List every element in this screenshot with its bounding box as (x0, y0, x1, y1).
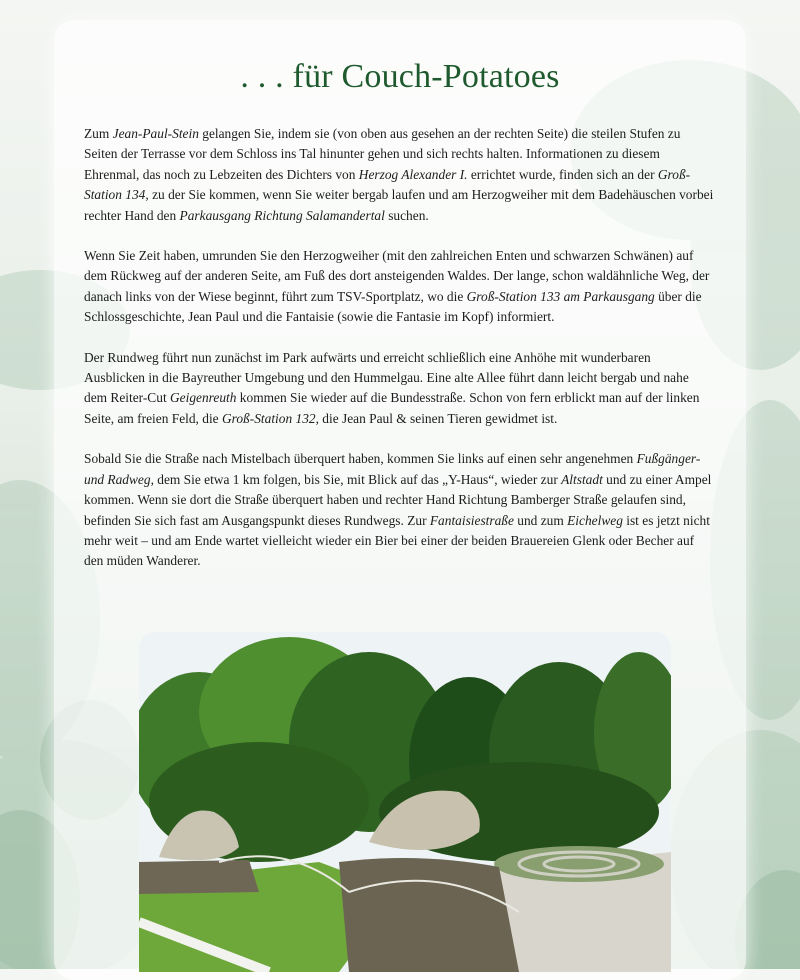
emphasis-text: Herzog Alexander I. (358, 166, 468, 182)
emphasis-text: Eichelweg (567, 512, 623, 528)
text-run: und zum (513, 512, 568, 528)
paragraph (84, 449, 714, 571)
text-run: und zu einer Ampel kommen. Wenn sie dort die Straße überquert haben und rechter Hand Richtung Bamberger Straße gelaufen sind, befinden Sie sich fast am Ausgangspunkt dieses Rundwegs. Zur (84, 471, 712, 528)
text-run: , zu der Sie kommen, wenn Sie weiter bergab laufen und am Herzogweiher mit dem Badehäuschen vorbei rechter Hand den (84, 187, 714, 223)
emphasis-text: Groß-Station 133 am Parkausgang (466, 288, 655, 304)
emphasis-text: Altstadt (561, 471, 603, 487)
emphasis-text: Parkausgang Richtung Salamandertal (179, 207, 385, 223)
text-run: Wenn Sie Zeit haben, umrunden Sie den Herzogweiher (mit den zahlreichen Enten und schwarzen Schwänen) auf dem Rückweg auf der anderen Seite, am Fuß des dort ansteigenden Waldes. Der lange, schon waldähnliche Weg, der danach links von der Wiese beginnt, führt zum TSV-Sportplatz, wo die (84, 248, 710, 304)
text-run: , die Jean Paul & seinen Tieren gewidmet ist. (315, 410, 558, 426)
emphasis-text: Geigenreuth (170, 390, 237, 406)
text-run: kommen Sie wieder auf die Bundesstraße. Schon von fern erblickt man auf der linken Seite, am freien Feld, die (84, 390, 700, 426)
article-body (84, 124, 714, 592)
emphasis-text: Groß-Station 132 (221, 410, 316, 426)
paragraph (84, 246, 714, 328)
paragraph (84, 348, 714, 430)
text-run: suchen. (384, 207, 429, 223)
text-run: gelangen Sie, indem sie (von oben aus gesehen an der rechten Seite) die steilen Stufen zu Seiten der Terrasse vor dem Schloss ins Tal hinunter gehen und sich rechts halten. Informationen zu diesem Ehrenmal, das noch zu Lebzeiten des Dichters von (84, 126, 681, 182)
paragraph (84, 124, 714, 226)
text-run: Der Rundweg führt nun zunächst im Park aufwärts und erreicht schließlich eine Anhöhe mit wunderbaren Ausblicken in die Bayreuther Umgebung und den Hummelgau. Eine alte Allee führt dann leicht bergab und nahe dem Reiter-Cut (84, 349, 689, 406)
emphasis-text: Groß-Station 134 (84, 166, 691, 203)
text-run: Sobald Sie die Straße nach Mistelbach überquert haben, kommen Sie links auf einen sehr angenehmen (84, 451, 637, 467)
text-run: Zum (84, 126, 113, 141)
emphasis-text: Jean-Paul-Stein (112, 126, 199, 141)
text-run: ist es jetzt nicht mehr weit – und am Ende wartet vielleicht wieder ein Bier bei einer der beiden Brauereien Glenk oder Becher auf den müden Wanderer. (84, 512, 710, 569)
emphasis-text: Fantaisiestraße (429, 512, 514, 528)
text-run: , dem Sie etwa 1 km folgen, bis Sie, mit Blick auf das „Y-Haus“, wieder zur (150, 471, 562, 487)
text-run: errichtet wurde, finden sich an der (467, 166, 658, 182)
park-fountain-photo (139, 632, 671, 972)
emphasis-text: Fußgänger- und Radweg (84, 451, 701, 487)
text-run: über die Schlossgeschichte, Jean Paul und die Fantaisie (sowie die Fantasie im Kopf) informiert. (84, 288, 702, 325)
page-title: . . . für Couch-Potatoes (240, 58, 560, 95)
